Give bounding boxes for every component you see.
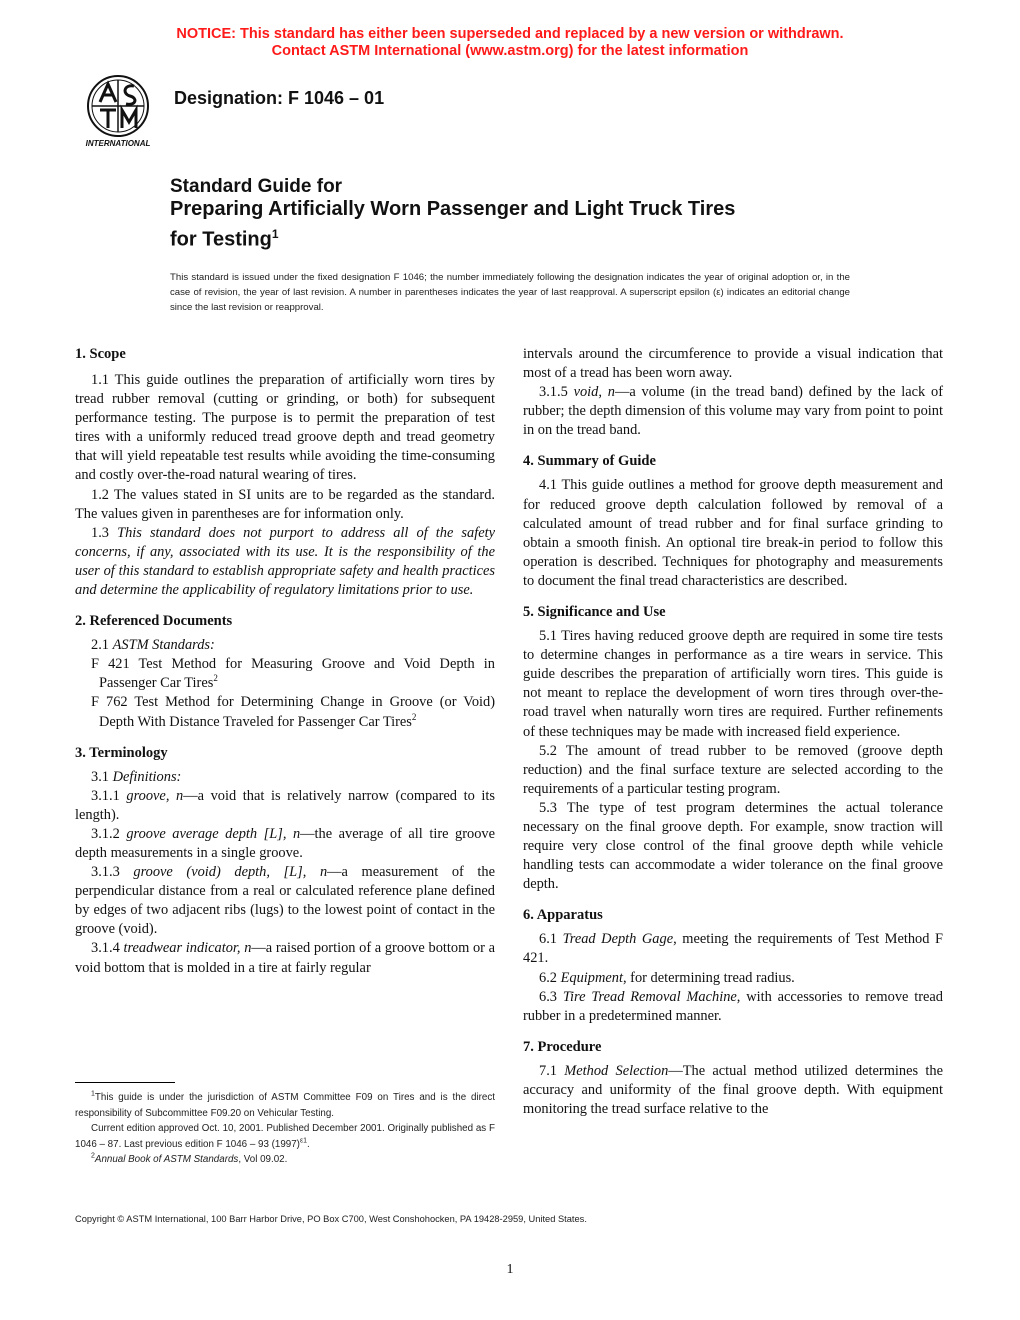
copyright-line: Copyright © ASTM International, 100 Barr Harbor Drive, PO Box C700, West Conshohocken, PA 19428-2959, United States.: [75, 1214, 587, 1224]
paragraph-5-3: 5.3 The type of test program determines the actual tolerance necessary on the final groove depth. For example, snow traction will require very close control of the final groove depth while vehicle handling tests can accommodate a wider tolerance on the final groove depth.: [523, 799, 943, 893]
paragraph-2-1: 2.1 ASTM Standards:: [91, 637, 215, 654]
section-heading-significance: 5. Significance and Use: [523, 604, 666, 621]
definition-groove-average-depth: 3.1.2 groove average depth [L], n—the average of all tire groove depth measurements in a single groove.: [75, 825, 495, 861]
section-heading-terminology: 3. Terminology: [75, 744, 168, 761]
paragraph-6-2: 6.2 Equipment, for determining tread radius.: [539, 969, 795, 986]
footnote-2: $^2$Annual Book of ASTM Standards, Vol 09.02.: [91, 1152, 288, 1165]
issue-note: This standard is issued under the fixed designation F 1046; the number immediately following the designation indicates the year of original adoption or, in the case of revision, the year of last revision. A number in parentheses indicates the year of last reapproval. A superscript epsilon (ε) indicates an editorial change since the last revision or reapproval.: [170, 272, 850, 313]
footnotes: [75, 1090, 495, 1168]
paragraph-3-1: 3.1 Definitions:: [91, 768, 182, 785]
footnote-1: $^1$This guide is under the jurisdiction of ASTM Committee F09 on Tires and is the direct responsibility of Subcommittee F09.20 on Vehicular Testing.: [75, 1090, 495, 1119]
notice-line-2: Contact ASTM International (www.astm.org) for the latest information: [271, 43, 749, 59]
paragraph-6-1: 6.1 Tread Depth Gage, meeting the requirements of Test Method F 421.: [523, 931, 943, 967]
right-column: [523, 345, 943, 1119]
notice-line-1: NOTICE: This standard has either been superseded and replaced by a new version or withdrawn.: [176, 26, 844, 42]
paragraph-1-1: 1.1 This guide outlines the preparation of artificially worn tires by tread rubber removal (cutting or grinding, or both) for subsequent performance testing. The purpose is to permit the preparation of test tires with a uniformly reduced tread groove depth and tread geometry that will yield repeatable test results while avoiding the time-consuming and costly over-the-road natural wearing of tires.: [75, 372, 495, 484]
title-footnote-ref: 1: [271, 227, 279, 241]
definition-void: 3.1.5 void, n—a volume (in the tread band) defined by the lack of rubber; the depth dimension of this volume may vary from point to point in on the tread band.: [523, 384, 943, 439]
page-number: 1: [506, 1262, 514, 1277]
notice-banner: [0, 26, 1020, 60]
reference-f762: F 762 Test Method for Determining Change in Groove (or Void) Depth With Distance Traveled for Passenger Car Tires$^2$: [91, 694, 495, 730]
title-line-1: Standard Guide for: [170, 176, 343, 197]
astm-logo: [76, 72, 160, 150]
section-heading-summary: 4. Summary of Guide: [523, 453, 656, 470]
definition-groove-void-depth: 3.1.3 groove (void) depth, [L], n—a measurement of the perpendicular distance from a real or calculated reference plane defined by edges of two adjacent ribs (lugs) to the lowest point of contact in the groove (void).: [75, 864, 495, 938]
paragraph-1-3: 1.3 This standard does not purport to address all of the safety concerns, if any, associated with its use. It is the responsibility of the user of this standard to establish appropriate safety and health practices and determine the applicability of regulatory limitations prior to use.: [75, 524, 495, 599]
left-column: [75, 345, 495, 978]
section-heading-scope: 1. Scope: [75, 346, 126, 362]
title-line-2: Preparing Artificially Worn Passenger and Light Truck Tires: [170, 198, 736, 220]
paragraph-6-3: 6.3 Tire Tread Removal Machine, with accessories to remove tread rubber in a predetermined manner.: [523, 988, 944, 1024]
section-heading-procedure: 7. Procedure: [523, 1038, 602, 1055]
title-line-3: for Testing: [170, 228, 272, 251]
footnote-divider: [75, 1082, 175, 1083]
paragraph-7-1: 7.1 Method Selection—The actual method utilized determines the accuracy and uniformity of the final groove depth. With equipment monitoring the tread surface relative to the: [523, 1062, 943, 1117]
document-title: [170, 176, 870, 253]
definition-treadwear-indicator-continued: intervals around the circumference to provide a visual indication that most of a tread has been worn away.: [523, 346, 943, 382]
paragraph-1-2: 1.2 The values stated in SI units are to be regarded as the standard. The values given in parentheses are for information only.: [75, 486, 495, 522]
paragraph-5-2: 5.2 The amount of tread rubber to be removed (groove depth reduction) and the final surface texture are selected according to the requirements of a particular testing program.: [523, 742, 943, 797]
section-heading-referenced: 2. Referenced Documents: [75, 613, 233, 630]
reference-f421: F 421 Test Method for Measuring Groove and Void Depth in Passenger Car Tires$^2$: [91, 656, 495, 692]
definition-groove: 3.1.1 groove, n—a void that is relatively narrow (compared to its length).: [75, 787, 495, 823]
paragraph-5-1: 5.1 Tires having reduced groove depth are required in some tire tests to determine changes in performance as a tire wears in service. This guide describes the preparation of artificially worn tires. This guide is not meant to replace the development of worn tires through over-the-road travel when naturally worn tires are required. Further refinements of these techniques may be made with increased field experience.: [523, 628, 943, 740]
definition-treadwear-indicator: 3.1.4 treadwear indicator, n—a raised portion of a groove bottom or a void bottom that is molded in a tire at fairly regular: [75, 940, 495, 976]
designation: Designation: F 1046 – 01: [174, 88, 385, 108]
footnote-1-edition: Current edition approved Oct. 10, 2001. Published December 2001. Originally published as F 1046 – 87. Last previous edition F 1046 – 93 $(1997)^{\varepsilon 1}$.: [75, 1123, 495, 1150]
logo-subtext: INTERNATIONAL: [85, 139, 151, 148]
paragraph-4-1: 4.1 This guide outlines a method for groove depth measurement and for reduced groove depth calculation followed by removal of a calculated amount of tread rubber and for final surface grinding to obtain a smooth finish. An optional tire break-in period to follow this operation is described. Techniques for photography and measurements to document the final tread characteristics are described.: [523, 477, 943, 589]
section-heading-apparatus: 6. Apparatus: [523, 907, 603, 924]
